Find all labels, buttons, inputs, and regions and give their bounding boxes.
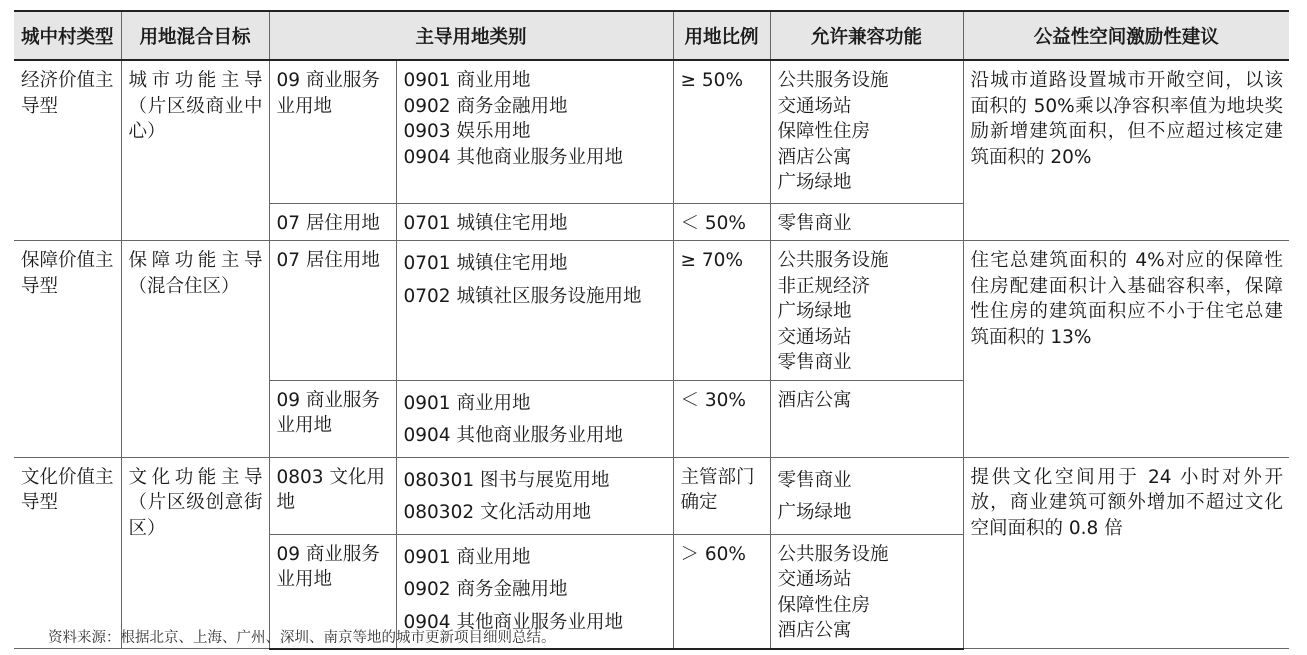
table-row xyxy=(14,241,1289,381)
category-cell: 09 商业服务业用地 xyxy=(269,60,396,203)
compat-item: 零售商业 xyxy=(777,469,852,491)
compat-cell xyxy=(770,380,963,457)
compat-item: 广场绿地 xyxy=(777,301,852,322)
compat-item: 公共服务设施 xyxy=(777,70,889,91)
subcategory-item: 080301 图书与展览用地 xyxy=(403,469,610,491)
subcategory-cell xyxy=(396,203,673,241)
subcategory-item: 0901 商业用地 xyxy=(403,70,531,91)
category-cell: 09 商业服务业用地 xyxy=(269,534,396,649)
village-type-cell: 保障价值主导型 xyxy=(14,241,121,458)
subcategory-item: 0902 商务金融用地 xyxy=(403,579,568,600)
subcategory-item: 0701 城镇住宅用地 xyxy=(403,212,568,234)
subcategory-cell xyxy=(396,457,673,534)
compat-item: 保障性住房 xyxy=(777,594,871,616)
compat-item: 交通场站 xyxy=(777,95,852,117)
village-type-cell: 经济价值主导型 xyxy=(14,60,121,241)
subcategory-item: 080302 文化活动用地 xyxy=(403,502,592,523)
category-cell: 07 居住用地 xyxy=(269,203,396,241)
compat-item: 酒店公寓 xyxy=(777,620,852,641)
source-note: 资料来源：根据北京、上海、广州、深圳、南京等地的城市更新项目细则总结。 xyxy=(48,630,556,646)
compat-item: 广场绿地 xyxy=(777,502,852,523)
compat-item: 保障性住房 xyxy=(777,121,871,142)
subcategory-cell xyxy=(396,380,673,457)
village-type-cell: 文化价值主导型 xyxy=(14,457,121,649)
incentive-cell: 沿城市道路设置城市开敞空间，以该面积的 50%乘以净容积率值为地块奖励新增建筑面积，但不应超过核定建筑面积的 20% xyxy=(963,60,1289,241)
header-village-type: 城中村类型 xyxy=(14,11,121,60)
subcategory-item: 0901 商业用地 xyxy=(403,392,531,414)
subcategory-item: 0701 城镇住宅用地 xyxy=(403,253,568,274)
compat-item: 酒店公寓 xyxy=(777,389,852,411)
table-row xyxy=(14,60,1289,203)
subcategory-item: 0901 商业用地 xyxy=(403,546,531,568)
compat-item: 零售商业 xyxy=(777,212,852,234)
mixing-goal-cell: 城市功能主导（片区级商业中心） xyxy=(121,60,269,241)
table-row xyxy=(14,457,1289,534)
header-public-space-incentive: 公益性空间激励性建议 xyxy=(963,11,1289,60)
compat-item: 零售商业 xyxy=(777,352,852,373)
ratio-cell: ≥ 70% xyxy=(673,241,770,381)
header-compatible-functions: 允许兼容功能 xyxy=(770,11,963,60)
header-dominant-category: 主导用地类别 xyxy=(269,11,673,60)
category-cell: 0803 文化用地 xyxy=(269,457,396,534)
ratio-cell: ＜ 50% xyxy=(673,203,770,241)
compat-item: 非正规经济 xyxy=(777,275,871,297)
compat-item: 公共服务设施 xyxy=(777,250,889,271)
compat-item: 交通场站 xyxy=(777,326,852,348)
compat-cell xyxy=(770,203,963,241)
ratio-cell: 主管部门确定 xyxy=(673,457,770,534)
subcategory-item: 0904 其他商业服务业用地 xyxy=(403,611,623,633)
compat-item: 广场绿地 xyxy=(777,172,852,193)
compat-item: 交通场站 xyxy=(777,569,852,590)
header-land-ratio: 用地比例 xyxy=(673,11,770,60)
incentive-cell: 提供文化空间用于 24 小时对外开放，商业建筑可额外增加不超过文化空间面积的 0.8 倍 xyxy=(963,457,1289,649)
compat-item: 酒店公寓 xyxy=(777,146,852,168)
subcategory-item: 0904 其他商业服务业用地 xyxy=(403,146,623,168)
subcategory-item: 0903 娱乐用地 xyxy=(403,121,531,142)
category-cell: 07 居住用地 xyxy=(269,241,396,381)
subcategory-cell xyxy=(396,241,673,381)
compat-cell xyxy=(770,534,963,649)
compat-cell xyxy=(770,457,963,534)
subcategory-cell xyxy=(396,60,673,203)
compat-item: 公共服务设施 xyxy=(777,543,889,565)
incentive-cell: 住宅总建筑面积的 4%对应的保障性住房配建面积计入基础容积率，保障性住房的建筑面积应不小于住宅总建筑面积的 13% xyxy=(963,241,1289,458)
mixing-goal-cell: 文化功能主导（片区级创意街区） xyxy=(121,457,269,649)
land-use-mixing-table xyxy=(14,10,1289,650)
compat-cell xyxy=(770,60,963,203)
subcategory-item: 0702 城镇社区服务设施用地 xyxy=(403,285,642,307)
compat-cell xyxy=(770,241,963,381)
ratio-cell: ≥ 50% xyxy=(673,60,770,203)
header-row xyxy=(14,11,1289,60)
ratio-cell: ＞ 60% xyxy=(673,534,770,649)
subcategory-item: 0904 其他商业服务业用地 xyxy=(403,425,623,446)
category-cell: 09 商业服务业用地 xyxy=(269,380,396,457)
ratio-cell: ＜ 30% xyxy=(673,380,770,457)
subcategory-item: 0902 商务金融用地 xyxy=(403,95,568,117)
mixing-goal-cell: 保障功能主导（混合住区） xyxy=(121,241,269,458)
header-mixing-goal: 用地混合目标 xyxy=(121,11,269,60)
